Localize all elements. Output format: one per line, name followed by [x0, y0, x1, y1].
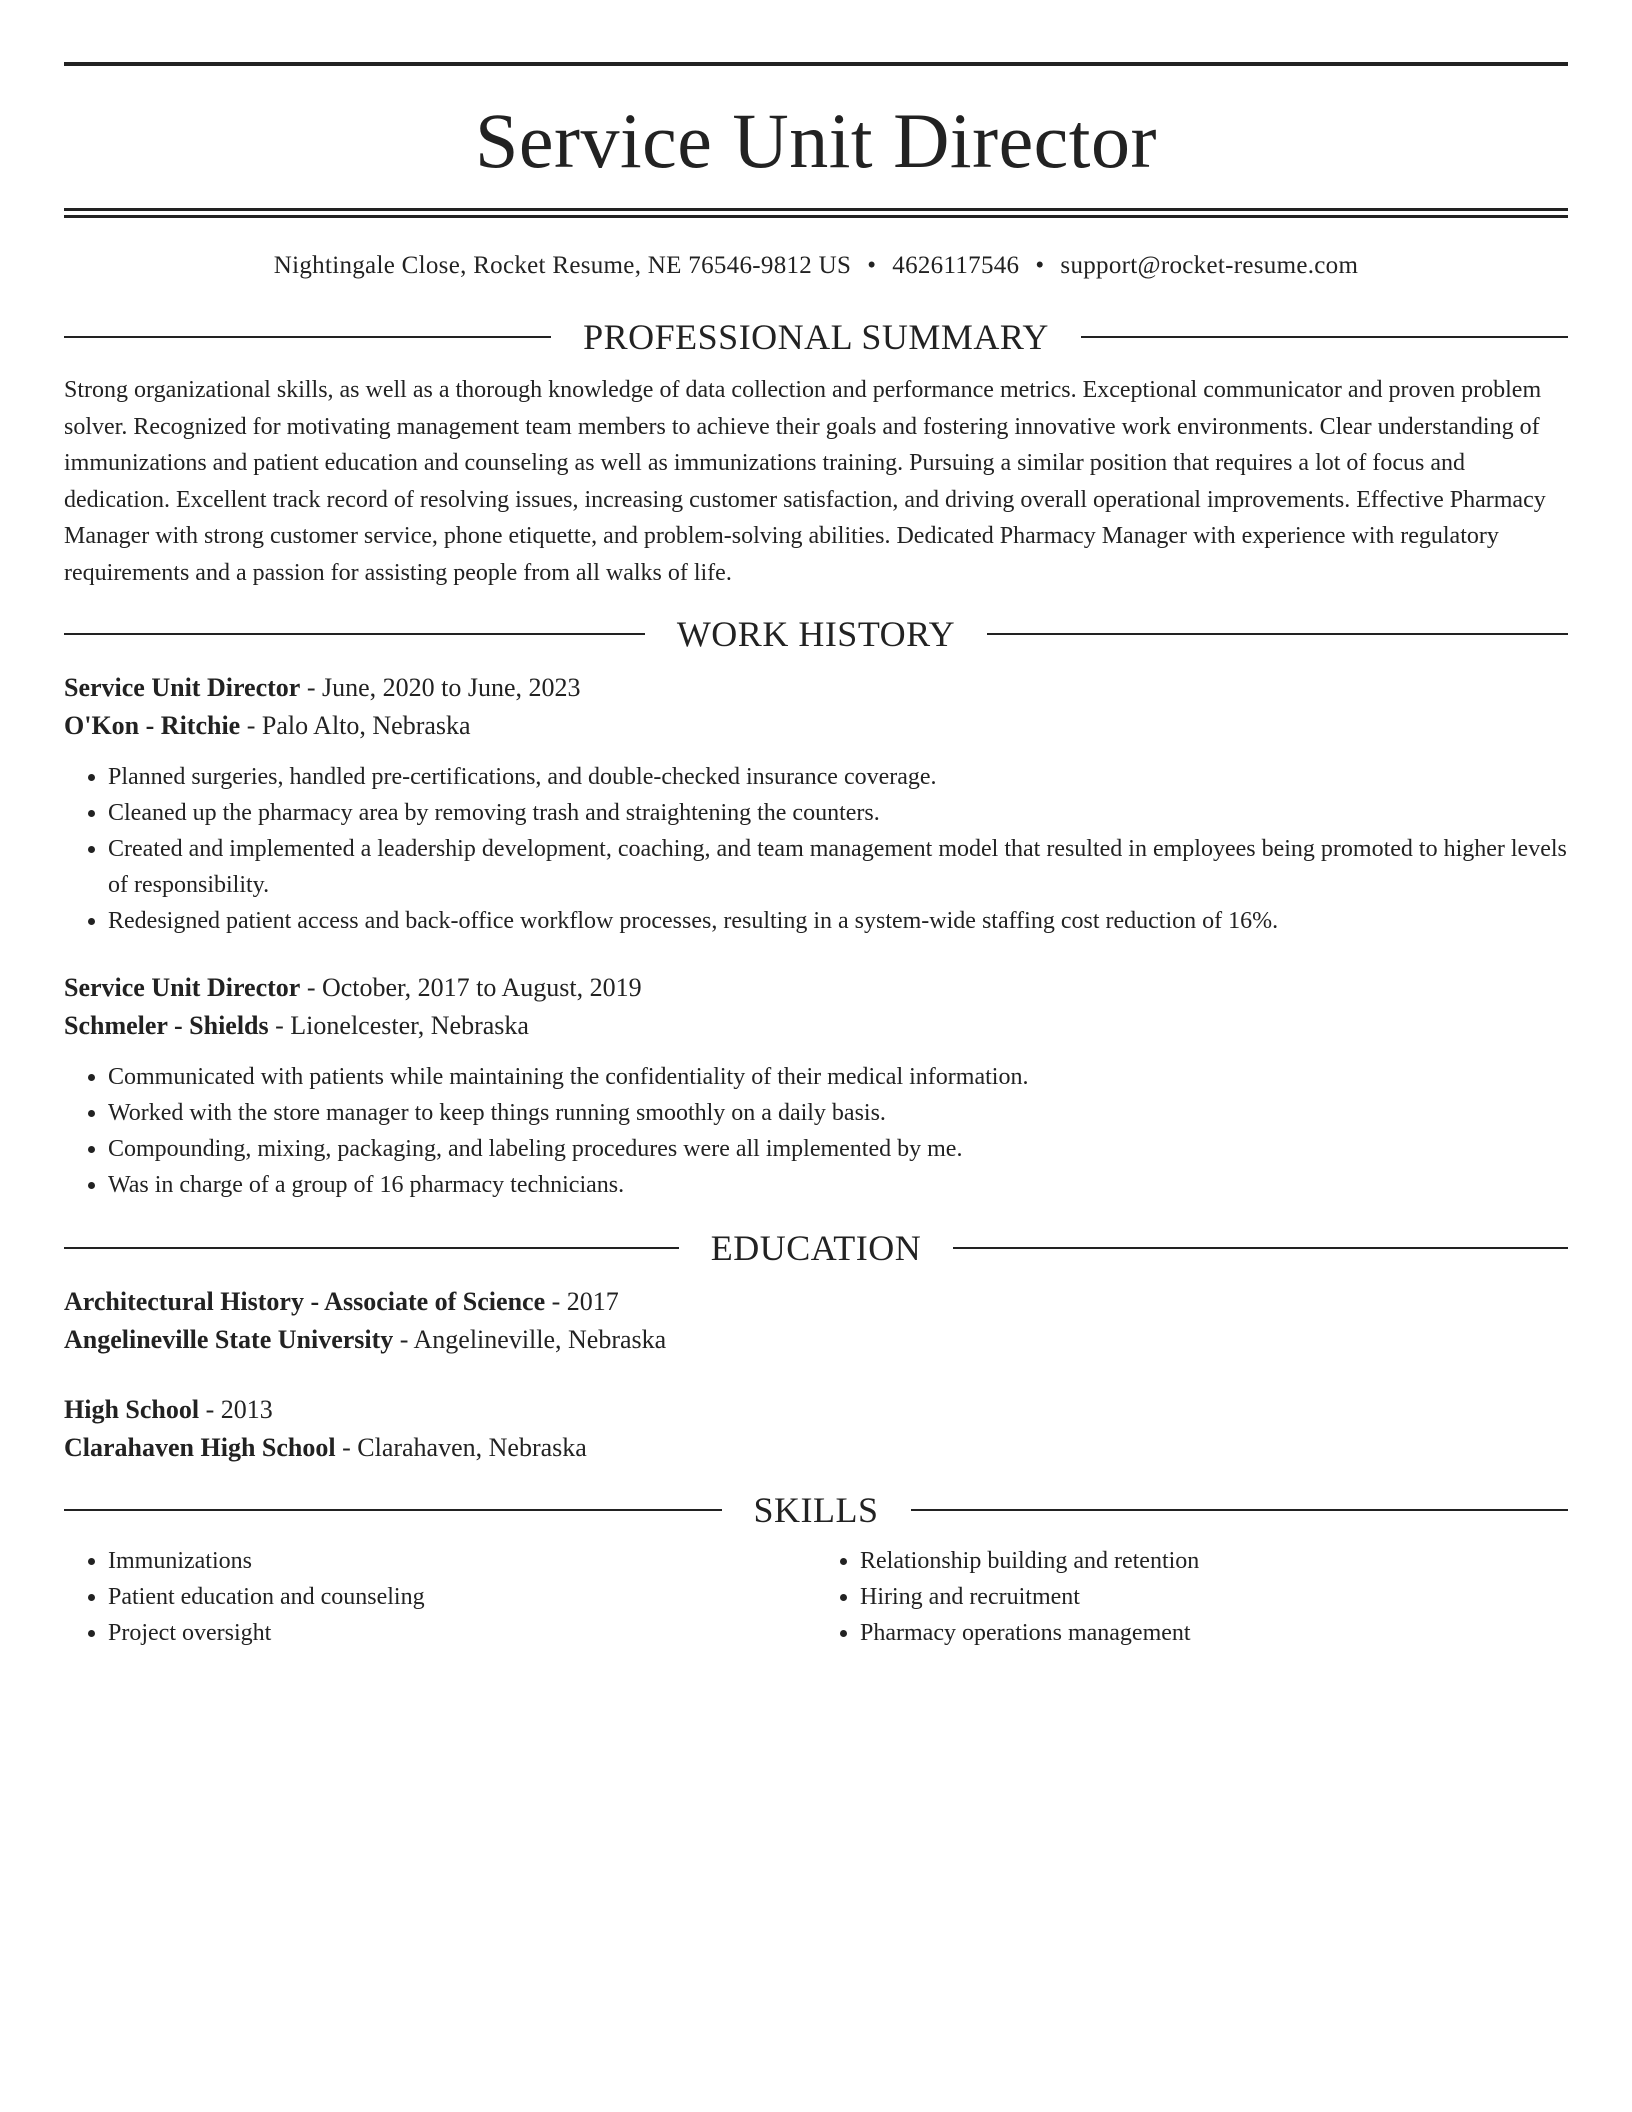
- degree-line: [64, 1283, 1568, 1321]
- job-location: - Lionelcester, Nebraska: [268, 1011, 529, 1040]
- job-title-line: [64, 669, 1568, 707]
- email: support@rocket-resume.com: [1060, 252, 1359, 279]
- heading-rule: [64, 633, 645, 635]
- list-item: • Project oversight: [108, 1615, 816, 1651]
- job-dates: - October, 2017 to August, 2019: [300, 973, 642, 1002]
- heading-rule: [64, 336, 551, 338]
- list-item: • Pharmacy operations management: [860, 1615, 1568, 1651]
- education-entry: [64, 1283, 1568, 1359]
- job-bullets: [64, 1059, 1568, 1203]
- degree-year: - 2017: [545, 1287, 619, 1316]
- job-company: Schmeler - Shields: [64, 1011, 269, 1040]
- degree: Architectural History - Associate of Science: [64, 1287, 546, 1316]
- skills-left-list: [64, 1543, 816, 1651]
- list-item: • Patient education and counseling: [108, 1579, 816, 1615]
- school: Clarahaven High School: [64, 1433, 336, 1462]
- heading-rule: [953, 1247, 1568, 1249]
- school-line: [64, 1429, 1568, 1467]
- degree-line: [64, 1391, 1568, 1429]
- candidate-name: Service Unit Director: [475, 97, 1157, 184]
- list-item: • Cleaned up the pharmacy area by removing trash and straightening the counters.: [108, 795, 1568, 831]
- section-title: SKILLS: [753, 1490, 879, 1530]
- heading-rule: [64, 1247, 679, 1249]
- contact-line: [64, 252, 1568, 280]
- heading-rule: [911, 1509, 1569, 1511]
- school-location: - Angelineville, Nebraska: [393, 1325, 667, 1354]
- list-item: • Communicated with patients while maintaining the confidentiality of their medical information.: [108, 1059, 1568, 1095]
- heading-rule: [987, 633, 1568, 635]
- section-title: WORK HISTORY: [676, 614, 956, 654]
- skills-columns: [64, 1543, 1568, 1651]
- education-entry: [64, 1391, 1568, 1467]
- skills-right-list: [816, 1543, 1568, 1651]
- work-history-list: [64, 669, 1568, 1203]
- school-line: [64, 1321, 1568, 1359]
- contact-separator: •: [867, 252, 877, 279]
- school-location: - Clarahaven, Nebraska: [335, 1433, 587, 1462]
- job-location: - Palo Alto, Nebraska: [240, 711, 471, 740]
- top-rule: [64, 62, 1568, 66]
- job-entry: [64, 669, 1568, 939]
- job-company-line: [64, 1007, 1568, 1045]
- education-list: [64, 1283, 1568, 1467]
- job-title: Service Unit Director: [64, 973, 301, 1002]
- section-title: PROFESSIONAL SUMMARY: [583, 317, 1049, 357]
- skills-heading: [64, 1489, 1568, 1531]
- degree-year: - 2013: [199, 1395, 273, 1424]
- job-company-line: [64, 707, 1568, 745]
- summary-heading: [64, 316, 1568, 358]
- education-heading: [64, 1227, 1568, 1269]
- list-item: • Compounding, mixing, packaging, and labeling procedures were all implemented by me.: [108, 1131, 1568, 1167]
- work-heading: [64, 613, 1568, 655]
- job-title-line: [64, 969, 1568, 1007]
- job-entry: [64, 969, 1568, 1203]
- summary-text: Strong organizational skills, as well as a thorough knowledge of data collection and performance metrics. Exceptional communicator and proven problem solver. Recognized for motivating management team members to achieve their goals and fostering innovative work environments. Clear understanding of immunizations and patient education and counseling as well as immunizations training. Pursuing a similar position that requires a lot of focus and dedication. Excellent track record of resolving issues, increasing customer satisfaction, and driving overall operational improvements. Effective Pharmacy Manager with strong customer service, phone etiquette, and problem-solving abilities. Dedicated Pharmacy Manager with experience with regulatory requirements and a passion for assisting people from all walks of life.: [64, 377, 1546, 586]
- list-item: • Relationship building and retention: [860, 1543, 1568, 1579]
- address: Nightingale Close, Rocket Resume, NE 76546-9812 US: [273, 252, 852, 279]
- list-item: • Hiring and recruitment: [860, 1579, 1568, 1615]
- job-title: Service Unit Director: [64, 673, 301, 702]
- list-item: • Planned surgeries, handled pre-certifications, and double-checked insurance coverage.: [108, 759, 1568, 795]
- list-item: • Worked with the store manager to keep things running smoothly on a daily basis.: [108, 1095, 1568, 1131]
- list-item: • Redesigned patient access and back-office workflow processes, resulting in a system-wide staffing cost reduction of 16%.: [108, 903, 1568, 939]
- list-item: • Immunizations: [108, 1543, 816, 1579]
- list-item: • Created and implemented a leadership development, coaching, and team management model that resulted in employees being promoted to higher levels of responsibility.: [108, 831, 1568, 903]
- degree: High School: [64, 1395, 200, 1424]
- section-title: EDUCATION: [710, 1228, 922, 1268]
- school: Angelineville State University: [64, 1325, 394, 1354]
- job-company: O'Kon - Ritchie: [64, 711, 241, 740]
- list-item: • Was in charge of a group of 16 pharmacy technicians.: [108, 1167, 1568, 1203]
- job-dates: - June, 2020 to June, 2023: [300, 673, 581, 702]
- phone: 4626117546: [892, 252, 1020, 279]
- double-rule: [64, 208, 1568, 218]
- heading-rule: [64, 1509, 722, 1511]
- heading-rule: [1081, 336, 1568, 338]
- job-bullets: [64, 759, 1568, 939]
- contact-separator: •: [1035, 252, 1045, 279]
